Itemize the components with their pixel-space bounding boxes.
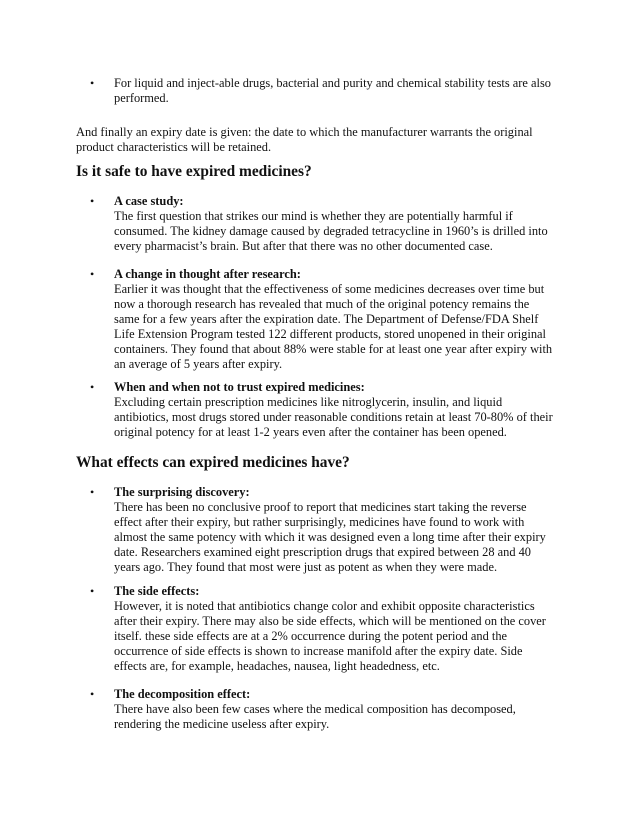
item-title: The side effects:: [114, 584, 200, 598]
item-body: There has been no conclusive proof to report that medicines start taking the reverse effect after their expiry, but rather surprisingly, medicines have found to work with almost the same potency with which it was designed even a long time after their expiry date. Researchers examined eight prescription drugs that expired between 28 and 40 years ago. They found that most were just as potent as when they were made.: [114, 500, 546, 574]
list-item: [114, 194, 554, 254]
section-heading-safety: Is it safe to have expired medicines?: [76, 163, 312, 180]
list-item: [114, 485, 554, 575]
item-title: A change in thought after research:: [114, 267, 301, 281]
bullet-glyph: •: [90, 485, 95, 499]
bullet-glyph: •: [90, 194, 95, 208]
list-item: [114, 380, 554, 440]
bullet-glyph: •: [90, 76, 95, 90]
bullet-glyph: •: [90, 267, 95, 281]
list-item: [114, 267, 554, 372]
item-body: Excluding certain prescription medicines like nitroglycerin, insulin, and liquid antibiotics, most drugs stored under reasonable conditions retain at least 70-80% of their original potency for at least 1-2 years even after the container has been opened.: [114, 395, 553, 439]
list-item: [114, 687, 554, 732]
item-title: The decomposition effect:: [114, 687, 251, 701]
item-title: When and when not to trust expired medicines:: [114, 380, 365, 394]
item-body: There have also been few cases where the medical composition has decomposed, rendering the medicine useless after expiry.: [114, 702, 516, 731]
item-body: The first question that strikes our mind is whether they are potentially harmful if consumed. The kidney damage caused by degraded tetracycline in 1960’s is drilled into every pharmacist’s brain. But after that there was no other documented case.: [114, 209, 548, 253]
bullet-glyph: •: [90, 584, 95, 598]
item-body: Earlier it was thought that the effectiveness of some medicines decreases over time but now a thorough research has revealed that much of the original potency remains the same for a few years after the expiration date. The Department of Defense/FDA Shelf Life Extension Program tested 122 different products, stored unopened in their original containers. They found that about 88% were stable for at least one year after expiry with an average of 5 years after expiry.: [114, 282, 553, 371]
intro-paragraph: And finally an expiry date is given: the date to which the manufacturer warrants the original product characteristics will be retained.: [76, 125, 533, 154]
item-body: However, it is noted that antibiotics change color and exhibit opposite characteristics after their expiry. There may also be side effects, which will be mentioned on the cover itself. these side effects are at a 2% occurrence during the potent period and the occurrence of side effects is shown to increase manifold after the expiry date. Side effects are, for example, headaches, nausea, light headedness, etc.: [114, 599, 546, 673]
item-title: The surprising discovery:: [114, 485, 250, 499]
bullet-glyph: •: [90, 380, 95, 394]
intro-bullet-item: [114, 76, 554, 106]
list-item: [114, 584, 554, 674]
section-heading-effects: What effects can expired medicines have?: [76, 454, 350, 471]
intro-bullet-text: For liquid and inject-able drugs, bacterial and purity and chemical stability tests are also performed.: [114, 76, 551, 105]
bullet-glyph: •: [90, 687, 95, 701]
item-title: A case study:: [114, 194, 184, 208]
